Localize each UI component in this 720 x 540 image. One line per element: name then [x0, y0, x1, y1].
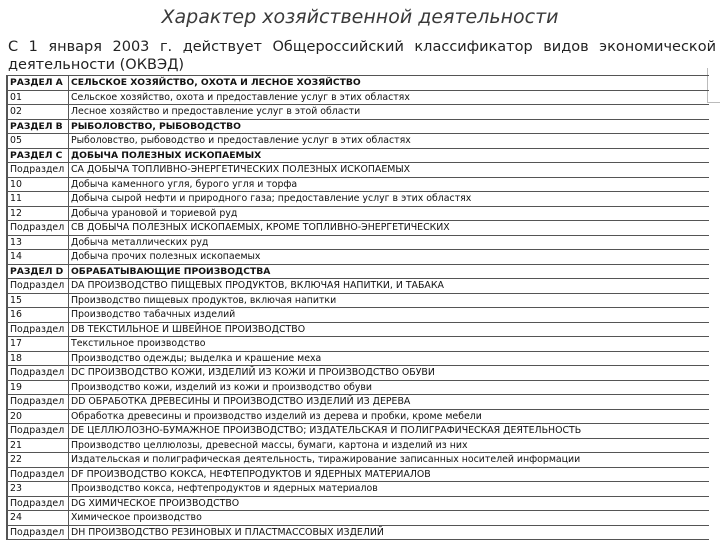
table-row [8, 511, 710, 526]
table-row [8, 279, 710, 294]
name-cell: DG ХИМИЧЕСКОЕ ПРОИЗВОДСТВО [69, 496, 710, 511]
table-row [8, 453, 710, 468]
table-row [8, 366, 710, 381]
code-cell: 10 [8, 177, 69, 192]
name-cell: Сельское хозяйство, охота и предоставление услуг в этих областях [69, 90, 710, 105]
name-cell: DC ПРОИЗВОДСТВО КОЖИ, ИЗДЕЛИЙ ИЗ КОЖИ И ПРОИЗВОДСТВО ОБУВИ [69, 366, 710, 381]
name-cell: Добыча сырой нефти и природного газа; предоставление услуг в этих областях [69, 192, 710, 207]
code-cell: 15 [8, 293, 69, 308]
table-row [8, 177, 710, 192]
table-row [8, 380, 710, 395]
table-row [8, 525, 710, 540]
okved-table-container [6, 75, 709, 540]
code-cell: Подраздел [8, 496, 69, 511]
table-row [8, 90, 710, 105]
name-cell: Производство пищевых продуктов, включая напитки [69, 293, 710, 308]
section-row [8, 119, 710, 134]
name-cell: Лесное хозяйство и предоставление услуг в этой области [69, 105, 710, 120]
code-cell: РАЗДЕЛ D [8, 264, 69, 279]
code-cell: 23 [8, 482, 69, 497]
table-row [8, 438, 710, 453]
name-cell: DE ЦЕЛЛЮЛОЗНО-БУМАЖНОЕ ПРОИЗВОДСТВО; ИЗДАТЕЛЬСКАЯ И ПОЛИГРАФИЧЕСКАЯ ДЕЯТЕЛЬНОСТЬ [69, 424, 710, 439]
code-cell: 24 [8, 511, 69, 526]
section-row [8, 264, 710, 279]
okved-table [7, 75, 709, 540]
name-cell: Производство кожи, изделий из кожи и производство обуви [69, 380, 710, 395]
name-cell: Добыча прочих полезных ископаемых [69, 250, 710, 265]
code-cell: 21 [8, 438, 69, 453]
code-cell: Подраздел [8, 221, 69, 236]
code-cell: 11 [8, 192, 69, 207]
code-cell: 02 [8, 105, 69, 120]
table-row [8, 134, 710, 149]
name-cell: CA ДОБЫЧА ТОПЛИВНО-ЭНЕРГЕТИЧЕСКИХ ПОЛЕЗНЫХ ИСКОПАЕМЫХ [69, 163, 710, 178]
code-cell: 01 [8, 90, 69, 105]
table-row [8, 337, 710, 352]
name-cell: DF ПРОИЗВОДСТВО КОКСА, НЕФТЕПРОДУКТОВ И ЯДЕРНЫХ МАТЕРИАЛОВ [69, 467, 710, 482]
code-cell: Подраздел [8, 424, 69, 439]
section-row [8, 76, 710, 91]
code-cell: Подраздел [8, 163, 69, 178]
code-cell: 16 [8, 308, 69, 323]
code-cell: 05 [8, 134, 69, 149]
code-cell: Подраздел [8, 322, 69, 337]
table-row [8, 308, 710, 323]
code-cell: 22 [8, 453, 69, 468]
table-row [8, 409, 710, 424]
table-row [8, 293, 710, 308]
code-cell: РАЗДЕЛ B [8, 119, 69, 134]
code-cell: 20 [8, 409, 69, 424]
table-row [8, 221, 710, 236]
name-cell: CB ДОБЫЧА ПОЛЕЗНЫХ ИСКОПАЕМЫХ, КРОМЕ ТОПЛИВНО-ЭНЕРГЕТИЧЕСКИХ [69, 221, 710, 236]
table-row [8, 192, 710, 207]
table-row [8, 424, 710, 439]
code-cell: Подраздел [8, 279, 69, 294]
name-cell: Добыча металлических руд [69, 235, 710, 250]
table-row [8, 467, 710, 482]
okved-table-body [8, 76, 710, 540]
code-cell: РАЗДЕЛ C [8, 148, 69, 163]
name-cell: Химическое производство [69, 511, 710, 526]
table-row [8, 351, 710, 366]
section-row [8, 148, 710, 163]
name-cell: Производство кокса, нефтепродуктов и ядерных материалов [69, 482, 710, 497]
name-cell: DB ТЕКСТИЛЬНОЕ И ШВЕЙНОЕ ПРОИЗВОДСТВО [69, 322, 710, 337]
code-cell: 18 [8, 351, 69, 366]
code-cell: 12 [8, 206, 69, 221]
name-cell: ДОБЫЧА ПОЛЕЗНЫХ ИСКОПАЕМЫХ [69, 148, 710, 163]
code-cell: 19 [8, 380, 69, 395]
code-cell: Подраздел [8, 525, 69, 540]
table-row [8, 235, 710, 250]
name-cell: DD ОБРАБОТКА ДРЕВЕСИНЫ И ПРОИЗВОДСТВО ИЗДЕЛИЙ ИЗ ДЕРЕВА [69, 395, 710, 410]
table-row [8, 496, 710, 511]
name-cell: СЕЛЬСКОЕ ХОЗЯЙСТВО, ОХОТА И ЛЕСНОЕ ХОЗЯЙСТВО [69, 76, 710, 91]
name-cell: Рыболовство, рыбоводство и предоставление услуг в этих областях [69, 134, 710, 149]
code-cell: 17 [8, 337, 69, 352]
table-row [8, 163, 710, 178]
code-cell: Подраздел [8, 467, 69, 482]
code-cell: Подраздел [8, 366, 69, 381]
table-row [8, 206, 710, 221]
table-row [8, 105, 710, 120]
name-cell: Производство одежды; выделка и крашение меха [69, 351, 710, 366]
name-cell: Добыча каменного угля, бурого угля и торфа [69, 177, 710, 192]
name-cell: Производство целлюлозы, древесной массы, бумаги, картона и изделий из них [69, 438, 710, 453]
name-cell: Издательская и полиграфическая деятельность, тиражирование записанных носителей информации [69, 453, 710, 468]
name-cell: DH ПРОИЗВОДСТВО РЕЗИНОВЫХ И ПЛАСТМАССОВЫХ ИЗДЕЛИЙ [69, 525, 710, 540]
name-cell: DA ПРОИЗВОДСТВО ПИЩЕВЫХ ПРОДУКТОВ, ВКЛЮЧАЯ НАПИТКИ, И ТАБАКА [69, 279, 710, 294]
table-row [8, 250, 710, 265]
code-cell: Подраздел [8, 395, 69, 410]
table-row [8, 395, 710, 410]
name-cell: Производство табачных изделий [69, 308, 710, 323]
name-cell: Текстильное производство [69, 337, 710, 352]
slide-title: Характер хозяйственной деятельности [161, 6, 559, 28]
code-cell: 13 [8, 235, 69, 250]
name-cell: Обработка древесины и производство изделий из дерева и пробки, кроме мебели [69, 409, 710, 424]
name-cell: Добыча урановой и ториевой руд [69, 206, 710, 221]
name-cell: ОБРАБАТЫВАЮЩИЕ ПРОИЗВОДСТВА [69, 264, 710, 279]
intro-text: С 1 января 2003 г. действует Общероссийский классификатор видов экономической деятельности (ОКВЭД) [8, 39, 716, 73]
name-cell: РЫБОЛОВСТВО, РЫБОВОДСТВО [69, 119, 710, 134]
table-row [8, 322, 710, 337]
code-cell: 14 [8, 250, 69, 265]
table-row [8, 482, 710, 497]
code-cell: РАЗДЕЛ A [8, 76, 69, 91]
